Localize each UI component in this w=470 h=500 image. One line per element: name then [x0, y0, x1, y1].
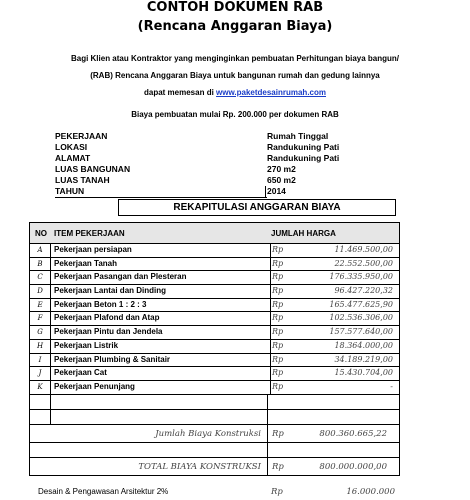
row-no: J [30, 367, 51, 380]
table-row [30, 271, 399, 285]
info-row [55, 186, 455, 197]
info-row [55, 164, 455, 175]
table-blank-row [30, 410, 399, 425]
table-blank-row [30, 443, 399, 458]
subtotal-value: 800.360.665,22 [319, 428, 387, 439]
info-key: ALAMAT [55, 153, 91, 163]
design-fee-currency: Rp [271, 487, 283, 497]
row-currency: Rp [272, 245, 284, 254]
row-no: E [30, 299, 51, 312]
info-value: Rumah Tinggal [267, 131, 329, 141]
row-value: - [390, 381, 393, 391]
info-value: Randukuning Pati [267, 153, 340, 163]
design-fee-label: Desain & Pengawasan Arsitektur 2% [38, 487, 169, 496]
row-currency: Rp [272, 272, 284, 282]
info-underline [55, 197, 267, 198]
header-amount: JUMLAH HARGA [271, 229, 336, 238]
row-currency: Rp [272, 327, 284, 337]
row-item: Pekerjaan Penunjang [51, 381, 271, 394]
intro-line-3-prefix: dapat memesan di [144, 88, 217, 97]
row-value: 34.189.219,00 [334, 354, 393, 364]
row-no: G [30, 326, 51, 339]
table-row [30, 381, 399, 395]
info-key: TAHUN [55, 186, 85, 196]
subtotal-label: Jumlah Biaya Konstruksi [155, 428, 261, 439]
table-header [30, 223, 399, 244]
row-value: 176.335.950,00 [329, 272, 393, 282]
total-row [30, 458, 399, 476]
intro-line-1: Bagi Klien atau Kontraktor yang menginginkan pembuatan Perhitungan biaya bangun/ [70, 54, 400, 63]
info-divider [265, 186, 266, 198]
info-key: LOKASI [55, 142, 88, 152]
row-currency: Rp [272, 340, 284, 350]
row-no: F [30, 312, 51, 325]
table-row [30, 340, 399, 354]
rab-table [29, 222, 400, 476]
row-currency: Rp [272, 354, 284, 364]
website-link[interactable]: www.paketdesainrumah.com [216, 88, 326, 97]
intro-line-2: (RAB) Rencana Anggaran Biaya untuk bangunan rumah dan gedung lainnya [90, 71, 380, 80]
info-value: 650 m2 [267, 175, 296, 185]
row-no: I [30, 354, 51, 367]
row-no: C [30, 271, 51, 284]
info-value: 2014 [267, 186, 286, 196]
row-value: 96.427.220,32 [334, 286, 393, 296]
info-value: Randukuning Pati [267, 142, 340, 152]
total-label: TOTAL BIAYA KONSTRUKSI [138, 461, 261, 472]
info-row [55, 153, 455, 164]
subtotal-currency: Rp [272, 428, 284, 439]
table-row [30, 354, 399, 368]
row-item: Pekerjaan Cat [51, 367, 271, 380]
info-row [55, 131, 455, 142]
table-blank-row [30, 395, 399, 410]
row-value: 22.552.500,00 [334, 258, 393, 268]
rekap-title: REKAPITULASI ANGGARAN BIAYA [118, 199, 396, 216]
row-currency: Rp [272, 368, 284, 378]
row-currency: Rp [272, 286, 284, 296]
row-no: B [30, 258, 51, 271]
row-value: 102.536.306,00 [329, 313, 393, 323]
total-currency: Rp [272, 461, 284, 472]
row-item: Pekerjaan Lantai dan Dinding [51, 285, 271, 298]
total-value: 800.000.000,00 [319, 461, 387, 472]
header-item: ITEM PEKERJAAN [54, 229, 125, 238]
info-key: LUAS TANAH [55, 175, 110, 185]
row-currency: Rp [272, 258, 284, 268]
table-row [30, 285, 399, 299]
intro-line-3 [0, 84, 470, 101]
document-subtitle: (Rencana Anggaran Biaya) [137, 19, 333, 34]
row-value: 165.477.625,90 [329, 299, 393, 309]
row-value: 157.577.640,00 [329, 327, 393, 337]
info-value: 270 m2 [267, 164, 296, 174]
row-item: Pekerjaan Pintu dan Jendela [51, 326, 271, 339]
table-row [30, 258, 399, 272]
info-key: LUAS BANGUNAN [55, 164, 131, 174]
row-no: A [30, 244, 51, 257]
table-row [30, 244, 399, 258]
row-no: H [30, 340, 51, 353]
row-value: 18.364.000,00 [334, 340, 393, 350]
row-item: Pekerjaan Listrik [51, 340, 271, 353]
table-row [30, 312, 399, 326]
document-title: CONTOH DOKUMEN RAB [146, 0, 324, 15]
row-item: Pekerjaan Pasangan dan Plesteran [51, 271, 271, 284]
info-row [55, 175, 455, 186]
info-row [55, 142, 455, 153]
info-key: PEKERJAAN [55, 131, 108, 141]
table-row [30, 326, 399, 340]
header-no: NO [35, 229, 47, 238]
price-note: Biaya pembuatan mulai Rp. 200.000 per dokumen RAB [131, 110, 339, 119]
table-row [30, 367, 399, 381]
row-item: Pekerjaan Plafond dan Atap [51, 312, 271, 325]
row-currency: Rp [272, 299, 284, 309]
row-value: 15.430.704,00 [334, 368, 393, 378]
table-row [30, 299, 399, 313]
row-value: 11.469.500,00 [334, 245, 393, 254]
row-item: Pekerjaan Beton 1 : 2 : 3 [51, 299, 271, 312]
row-no: D [30, 285, 51, 298]
row-currency: Rp [272, 381, 284, 391]
row-currency: Rp [272, 313, 284, 323]
row-no: K [30, 381, 51, 394]
row-item: Pekerjaan Plumbing & Sanitair [51, 354, 271, 367]
design-fee-value: 16.000.000 [346, 487, 395, 497]
row-item: Pekerjaan Tanah [51, 258, 271, 271]
row-item: Pekerjaan persiapan [51, 244, 271, 257]
subtotal-row [30, 425, 399, 443]
